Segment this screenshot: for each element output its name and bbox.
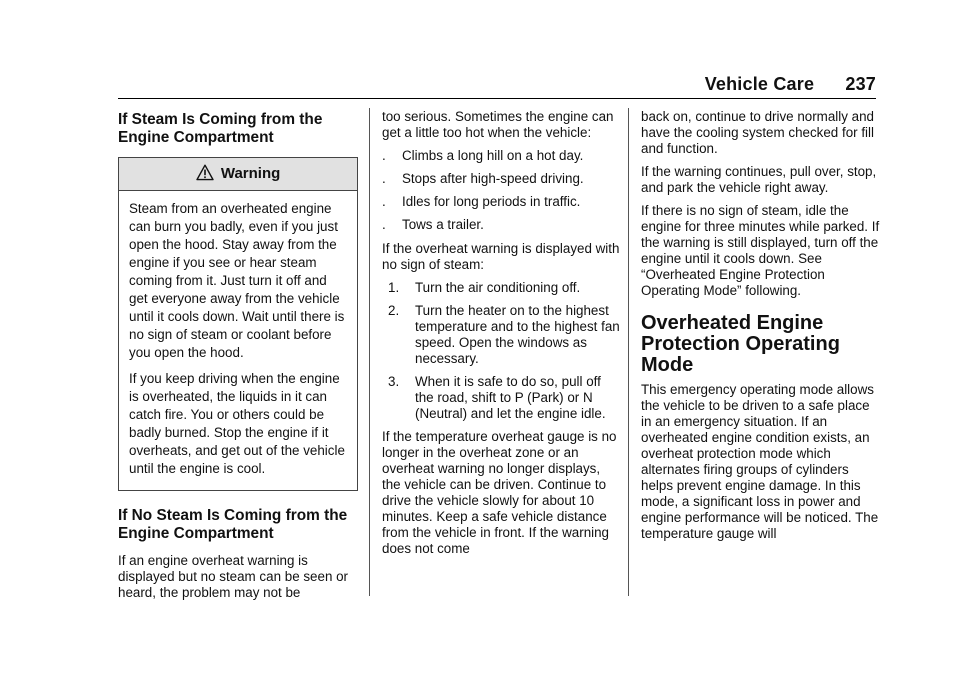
page-number: 237: [845, 74, 876, 94]
column-3: [641, 109, 881, 549]
list-item-text: When it is safe to do so, pull off the road, shift to P (Park) or N (Neutral) and let the engine idle.: [415, 374, 606, 421]
list-item-text: Turn the air conditioning off.: [415, 280, 581, 295]
list-item-text: Turn the heater on to the highest temperature and to the highest fan speed. Open the windows as necessary.: [415, 303, 620, 366]
list-item-text: Idles for long periods in traffic.: [402, 194, 581, 209]
warning-paragraph: Steam from an overheated engine can burn you badly, even if you just open the hood. Stay away from the engine if you see or hear steam coming from it. Just turn it off and get everyone away from the vehicle until it cools down. Wait until there is no sign of steam or coolant before you open the hood.: [129, 201, 345, 360]
list-item: [382, 303, 620, 367]
list-item-text: Tows a trailer.: [402, 217, 484, 232]
body-paragraph: If an engine overheat warning is displayed but no steam can be seen or heard, the problem may not be: [118, 553, 349, 600]
body-paragraph: If the temperature overheat gauge is no longer in the overheat zone or an overheat warning no longer displays, the vehicle can be driven. Continue to drive the vehicle slowly for about 10 minutes. Keep a safe vehicle distance from the vehicle in front. If the warning does not come: [382, 429, 617, 556]
step-number: 3.: [388, 374, 400, 389]
list-item: [382, 217, 620, 233]
numbered-list: [382, 280, 620, 422]
list-item: [382, 280, 620, 296]
warning-box: [118, 157, 358, 491]
section-heading: If No Steam Is Coming from the Engine Compartment: [118, 507, 348, 542]
body-paragraph: back on, continue to drive normally and have the cooling system checked for fill and function.: [641, 109, 874, 156]
section-title: Vehicle Care: [704, 74, 815, 94]
step-number: 1.: [388, 280, 400, 295]
warning-header: [119, 158, 357, 191]
body-paragraph: too serious. Sometimes the engine can get a little too hot when the vehicle:: [382, 109, 614, 140]
column-divider: [369, 108, 370, 596]
bullet-list: [382, 148, 620, 233]
bullet-marker: .: [382, 194, 386, 209]
list-item-text: Climbs a long hill on a hot day.: [402, 148, 584, 163]
bullet-marker: .: [382, 148, 386, 163]
list-item: [382, 148, 620, 164]
warning-body: [119, 191, 357, 490]
list-item: [382, 171, 620, 187]
body-paragraph: This emergency operating mode allows the vehicle to be driven to a safe place in an emergency situation. If an overheated engine condition exists, an overheat protection mode which alternates firing groups of cylinders helps prevent engine damage. In this mode, a significant loss in power and engine performance will be noticed. The temperature gauge will: [641, 382, 879, 541]
warning-title: Warning: [220, 165, 281, 182]
body-paragraph: If there is no sign of steam, idle the engine for three minutes while parked. If the warning is still displayed, turn off the engine until it cools down. See “Overheated Engine Protection Operating Mode” following.: [641, 203, 880, 298]
list-item: [382, 194, 620, 210]
body-paragraph: If the overheat warning is displayed with no sign of steam:: [382, 241, 620, 272]
list-item-text: Stops after high-speed driving.: [402, 171, 584, 186]
page-header: [118, 74, 876, 95]
section-heading: If Steam Is Coming from the Engine Compartment: [118, 111, 323, 146]
column-divider: [628, 108, 629, 596]
bullet-marker: .: [382, 171, 386, 186]
step-number: 2.: [388, 303, 400, 318]
warning-icon: [196, 165, 221, 182]
body-paragraph: If the warning continues, pull over, stop, and park the vehicle right away.: [641, 164, 877, 195]
bullet-marker: .: [382, 217, 386, 232]
list-item: [382, 374, 620, 422]
section-heading: Overheated Engine Protection Operating Mode: [641, 312, 840, 376]
column-1: [118, 109, 358, 608]
header-rule: [118, 98, 876, 99]
column-2: [382, 109, 620, 564]
warning-paragraph: If you keep driving when the engine is overheated, the liquids in it can catch fire. You or others could be badly burned. Stop the engine if it overheats, and get out of the vehicle until the engine is cool.: [129, 371, 345, 476]
